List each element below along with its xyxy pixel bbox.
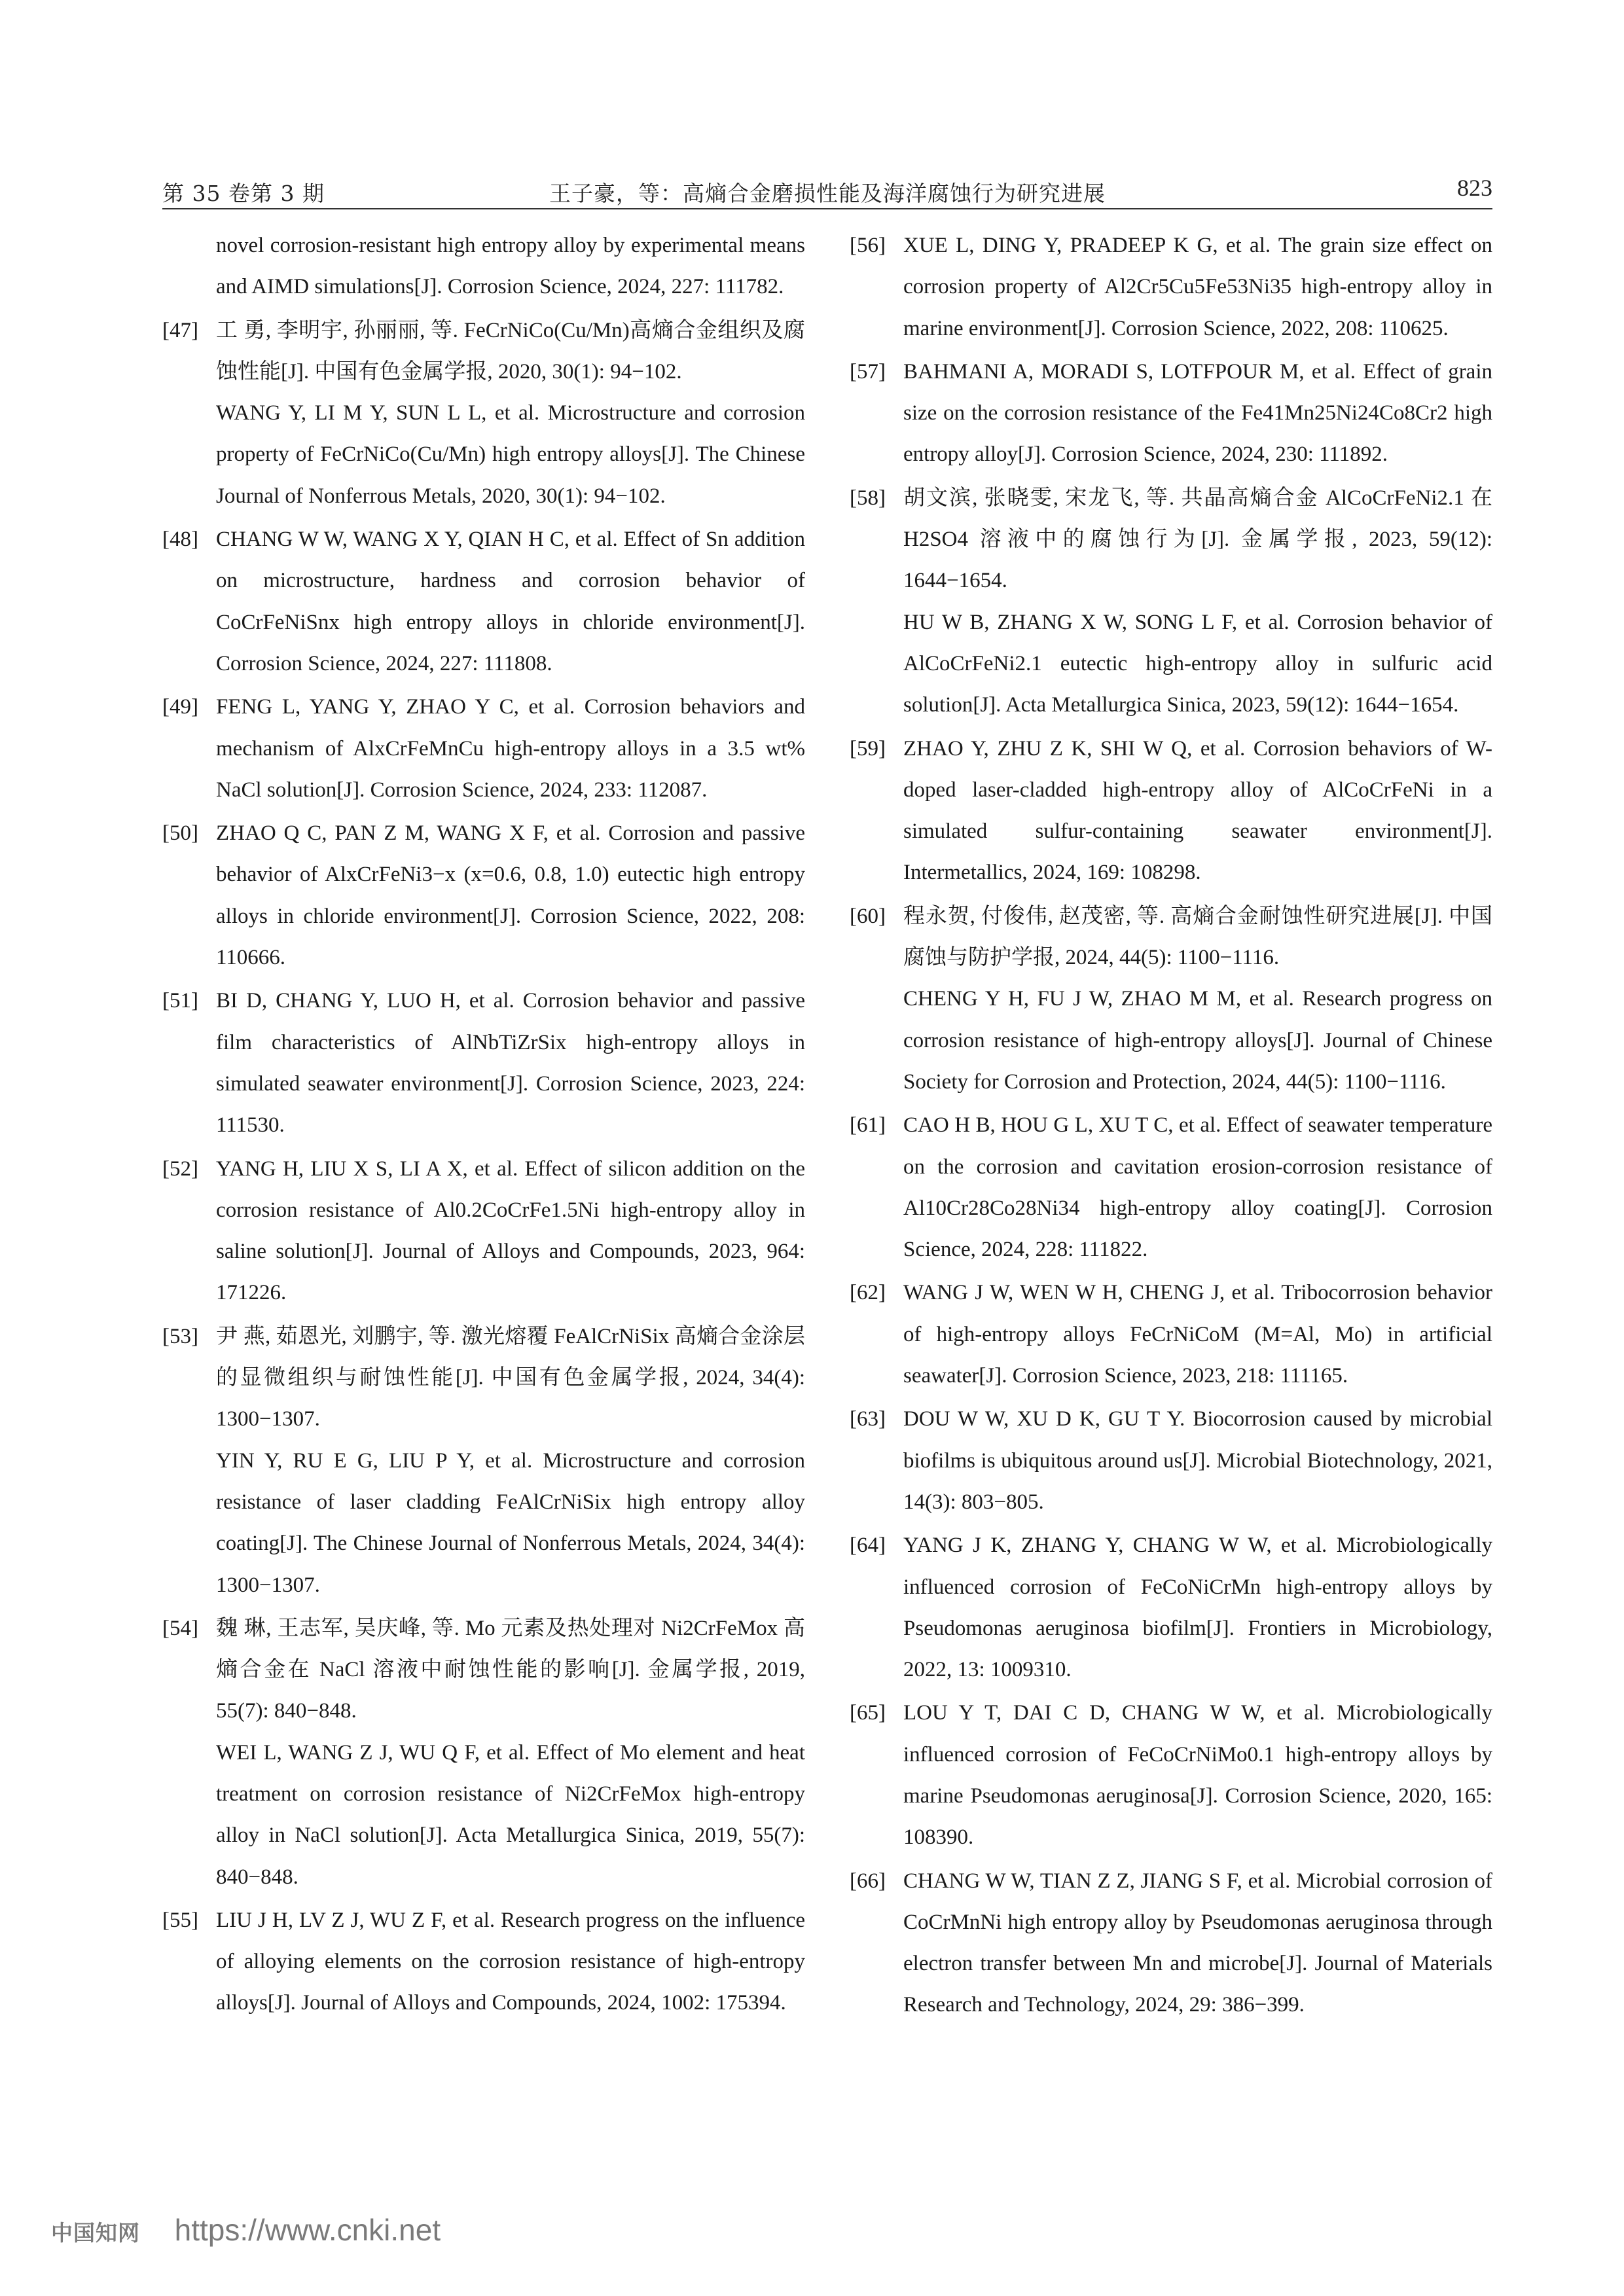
cnki-logo: 中国知网	[51, 2220, 140, 2246]
reference-text: BI D, CHANG Y, LUO H, et al. Corrosion behavior and passive film characteristics of AlNbTiZrSix high-entropy alloys in simulated seawater environment[J]. Corrosion Science, 2023, 224: 111530.	[216, 989, 805, 1138]
reference-text: CAO H B, HOU G L, XU T C, et al. Effect of seawater temperature on the corrosion and cavitation erosion-corrosion resistance of Al10Cr28Co28Ni34 high-entropy alloy coating[J]. Corrosion Science, 2024, 228: 111822.	[903, 1113, 1492, 1262]
reference-english-translation: WANG Y, LI M Y, SUN L L, et al. Microstructure and corrosion property of FeCrNiCo(Cu/Mn) high entropy alloys[J]. The Chinese Journal of Nonferrous Metals, 2020, 30(1): 94−102.	[216, 401, 805, 508]
reference-number: [52]	[162, 1157, 198, 1181]
reference-english-translation: HU W B, ZHANG X W, SONG L F, et al. Corrosion behavior of AlCoCrFeNi2.1 eutectic high-entropy alloy in sulfuric acid solution[J]. Acta Metallurgica Sinica, 2023, 59(12): 1644−1654.	[903, 610, 1492, 717]
reference-number: [56]	[850, 234, 886, 257]
reference-number: [49]	[162, 695, 198, 719]
reference-text: novel corrosion-resistant high entropy alloy by experimental means and AIMD simulations[J]. Corrosion Science, 2024, 227: 111782.	[216, 234, 805, 299]
reference-text: CHANG W W, WANG X Y, QIAN H C, et al. Effect of Sn addition on microstructure, hardness and corrosion behavior of CoCrFeNiSnx high entropy alloys in chloride environment[J]. Corrosion Science, 2024, 227: 111808.	[216, 528, 805, 675]
reference-number: [60]	[850, 904, 886, 928]
reference-number: [54]	[162, 1616, 198, 1640]
reference-text: YANG H, LIU X S, LI A X, et al. Effect of silicon addition on the corrosion resistance of Al0.2CoCrFe1.5Ni high-entropy alloy in saline solution[J]. Journal of Alloys and Compounds, 2023, 964: 171226.	[216, 1157, 805, 1305]
reference-number: [55]	[162, 1908, 198, 1932]
reference-number: [66]	[850, 1869, 886, 1893]
reference-number: [65]	[850, 1701, 886, 1725]
reference-text: 尹 燕, 茹恩光, 刘鹏宇, 等. 激光熔覆 FeAlCrNiSix 高熵合金涂层的显微组织与耐蚀性能[J]. 中国有色金属学报, 2024, 34(4): 1300−1307.	[216, 1324, 805, 1431]
reference-entry	[850, 728, 1492, 894]
reference-entry	[162, 813, 805, 978]
reference-entry	[162, 1149, 805, 1314]
reference-entry	[850, 225, 1492, 350]
reference-number: [63]	[850, 1407, 886, 1431]
reference-text: 胡文滨, 张晓雯, 宋龙飞, 等. 共晶高熵合金 AlCoCrFeNi2.1 在 H2SO4 溶液中的腐蚀行为[J]. 金属学报, 2023, 59(12): 1644−1654.	[903, 486, 1492, 593]
references-right-column	[850, 225, 1492, 2028]
page-number: 823	[1457, 175, 1492, 201]
running-header	[162, 171, 1492, 211]
running-title: 王子豪，等：高熵合金磨损性能及海洋腐蚀行为研究进展	[549, 181, 1106, 206]
reference-number: [57]	[850, 359, 886, 384]
reference-entry	[850, 1693, 1492, 1858]
reference-number: [59]	[850, 736, 886, 761]
reference-entry	[162, 225, 805, 308]
issue-label: 第 35 卷第 3 期	[162, 181, 325, 206]
reference-number: [50]	[162, 821, 198, 846]
header-rule	[162, 208, 1492, 209]
reference-entry	[162, 310, 805, 517]
references-left-column	[162, 225, 805, 2026]
reference-number: [58]	[850, 486, 886, 510]
reference-entry	[850, 1861, 1492, 2026]
reference-text: LIU J H, LV Z J, WU Z F, et al. Research progress on the influence of alloying elements on the corrosion resistance of high-entropy alloys[J]. Journal of Alloys and Compounds, 2024, 1002: 175394.	[216, 1908, 805, 2015]
reference-text: DOU W W, XU D K, GU T Y. Biocorrosion caused by microbial biofilms is ubiquitous around us[J]. Microbial Biotechnology, 2021, 14(3): 803−805.	[903, 1407, 1492, 1514]
reference-number: [48]	[162, 528, 198, 552]
reference-english-translation: CHENG Y H, FU J W, ZHAO M M, et al. Research progress on corrosion resistance of high-entropy alloys[J]. Journal of Chinese Society for Corrosion and Protection, 2024, 44(5): 1100−1116.	[903, 987, 1492, 1094]
reference-entry	[162, 519, 805, 685]
reference-text: 魏 琳, 王志军, 吴庆峰, 等. Mo 元素及热处理对 Ni2CrFeMox 高熵合金在 NaCl 溶液中耐蚀性能的影响[J]. 金属学报, 2019, 55(7): 840−848.	[216, 1616, 805, 1723]
reference-entry	[850, 1105, 1492, 1270]
reference-english-translation: YIN Y, RU E G, LIU P Y, et al. Microstructure and corrosion resistance of laser cladding FeAlCrNiSix high entropy alloy coating[J]. The Chinese Journal of Nonferrous Metals, 2024, 34(4): 1300−1307.	[216, 1448, 805, 1597]
reference-text: XUE L, DING Y, PRADEEP K G, et al. The grain size effect on corrosion property of Al2Cr5Cu5Fe53Ni35 high-entropy alloy in marine environment[J]. Corrosion Science, 2022, 208: 110625.	[903, 234, 1492, 340]
reference-number: [53]	[162, 1324, 198, 1348]
reference-text: ZHAO Q C, PAN Z M, WANG X F, et al. Corrosion and passive behavior of AlxCrFeNi3−x (x=0.6, 0.8, 1.0) eutectic high entropy alloys in chloride environment[J]. Corrosion Science, 2022, 208: 110666.	[216, 821, 805, 970]
reference-entry	[850, 1525, 1492, 1691]
reference-text: FENG L, YANG Y, ZHAO Y C, et al. Corrosion behaviors and mechanism of AlxCrFeMnCu high-entropy alloys in a 3.5 wt% NaCl solution[J]. Corrosion Science, 2024, 233: 112087.	[216, 695, 805, 802]
reference-entry	[162, 1608, 805, 1898]
cnki-url[interactable]: https://www.cnki.net	[174, 2213, 441, 2247]
reference-entry	[162, 980, 805, 1146]
reference-text: YANG J K, ZHANG Y, CHANG W W, et al. Microbiologically influenced corrosion of FeCoNiCrMn high-entropy alloys by Pseudomonas aeruginosa biofilm[J]. Frontiers in Microbiology, 2022, 13: 1009310.	[903, 1534, 1492, 1682]
reference-entry	[162, 1316, 805, 1606]
reference-number: [61]	[850, 1113, 886, 1138]
reference-number: [51]	[162, 989, 198, 1013]
page-footer	[51, 2212, 441, 2248]
reference-entry	[850, 896, 1492, 1103]
reference-text: WANG J W, WEN W H, CHENG J, et al. Tribocorrosion behavior of high-entropy alloys FeCrNiCoM (M=Al, Mo) in artificial seawater[J]. Corrosion Science, 2023, 218: 111165.	[903, 1281, 1492, 1388]
reference-number: [47]	[162, 318, 198, 342]
reference-text: 工 勇, 李明宇, 孙丽丽, 等. FeCrNiCo(Cu/Mn)高熵合金组织及腐蚀性能[J]. 中国有色金属学报, 2020, 30(1): 94−102.	[216, 318, 805, 384]
reference-text: ZHAO Y, ZHU Z K, SHI W Q, et al. Corrosion behaviors of W-doped laser-cladded high-entropy alloy of AlCoCrFeNi in a simulated sulfur-containing seawater environment[J]. Intermetallics, 2024, 169: 108298.	[903, 736, 1492, 885]
reference-entry	[850, 351, 1492, 476]
reference-entry	[850, 478, 1492, 726]
reference-entry	[850, 1272, 1492, 1397]
reference-text: CHANG W W, TIAN Z Z, JIANG S F, et al. Microbial corrosion of CoCrMnNi high entropy alloy by Pseudomonas aeruginosa through electron transfer between Mn and microbe[J]. Journal of Materials Research and Technology, 2024, 29: 386−399.	[903, 1869, 1492, 2017]
reference-entry	[162, 1900, 805, 2024]
reference-english-translation: WEI L, WANG Z J, WU Q F, et al. Effect of Mo element and heat treatment on corrosion resistance of Ni2CrFeMox high-entropy alloy in NaCl solution[J]. Acta Metallurgica Sinica, 2019, 55(7): 840−848.	[216, 1740, 805, 1889]
reference-number: [64]	[850, 1534, 886, 1558]
reference-number: [62]	[850, 1281, 886, 1305]
reference-text: 程永贺, 付俊伟, 赵茂密, 等. 高熵合金耐蚀性研究进展[J]. 中国腐蚀与防护学报, 2024, 44(5): 1100−1116.	[903, 904, 1492, 970]
reference-text: LOU Y T, DAI C D, CHANG W W, et al. Microbiologically influenced corrosion of FeCoCrNiMo0.1 high-entropy alloys by marine Pseudomonas aeruginosa[J]. Corrosion Science, 2020, 165: 108390.	[903, 1701, 1492, 1850]
reference-text: BAHMANI A, MORADI S, LOTFPOUR M, et al. Effect of grain size on the corrosion resistance of the Fe41Mn25Ni24Co8Cr2 high entropy alloy[J]. Corrosion Science, 2024, 230: 111892.	[903, 359, 1492, 467]
reference-entry	[162, 687, 805, 811]
reference-entry	[850, 1399, 1492, 1523]
